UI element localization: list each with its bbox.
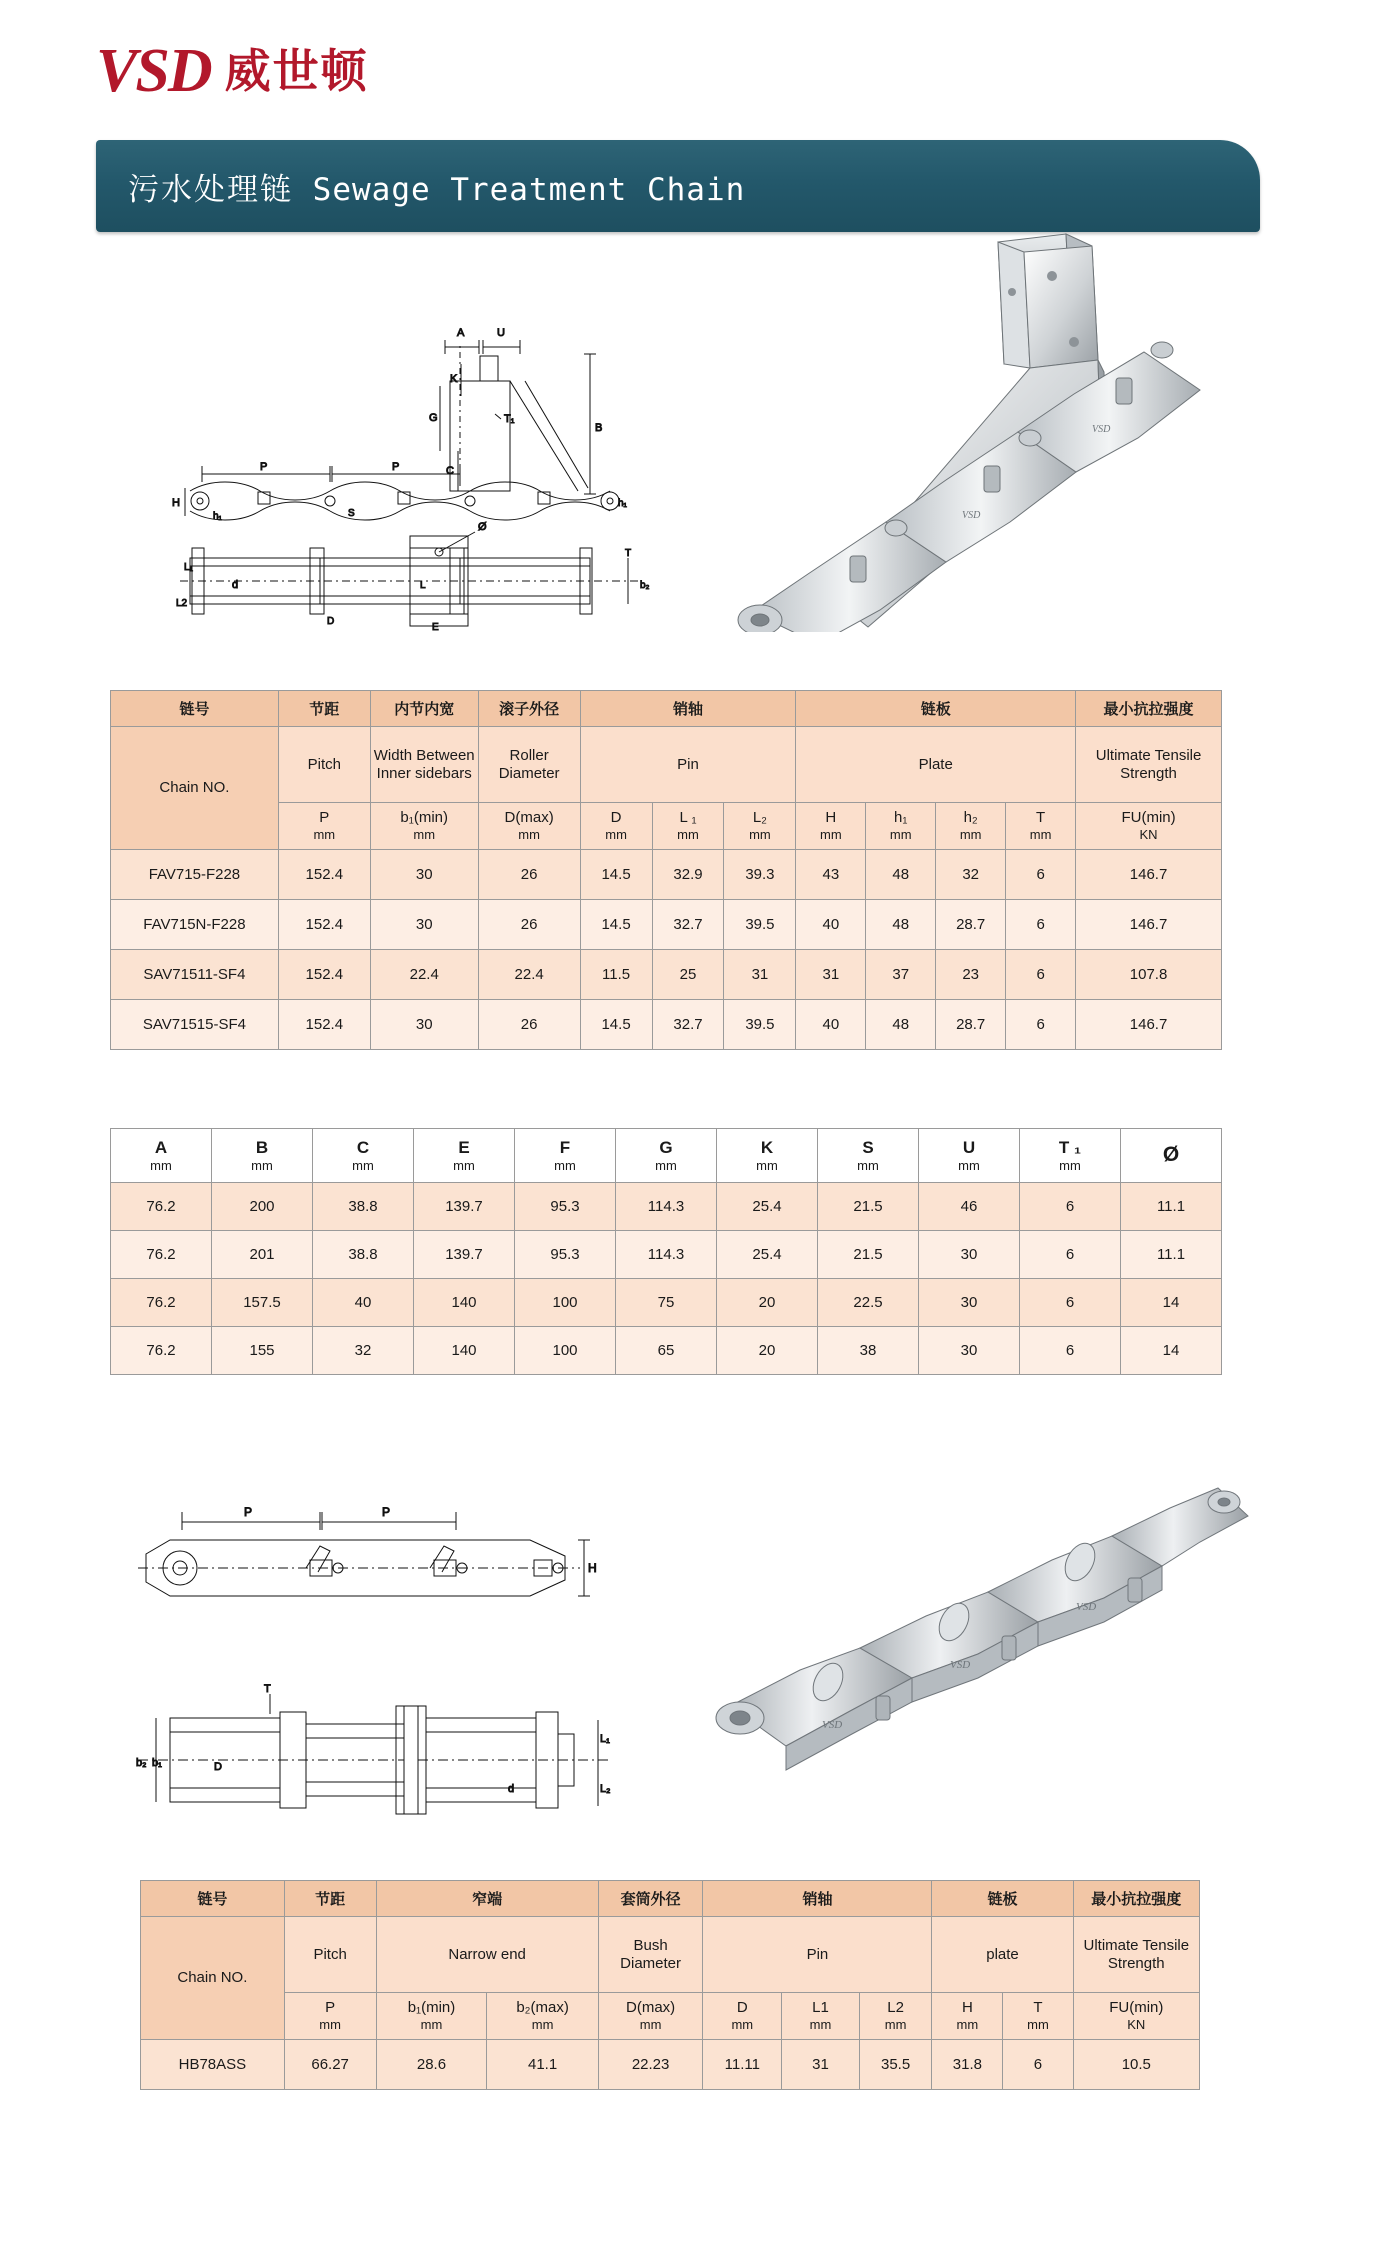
brand-logo	[96, 37, 369, 105]
t1-r0-c10: 146.7	[1076, 849, 1222, 899]
table-row	[111, 849, 1222, 899]
logo-chinese-text: 威世顿	[224, 45, 369, 97]
t1-r1-c8: 28.7	[936, 899, 1006, 949]
table1-header-cn-row	[111, 691, 1222, 727]
t1-r0-c0: 152.4	[278, 849, 370, 899]
t1-r1-c7: 48	[866, 899, 936, 949]
t1-r2-c10: 107.8	[1076, 949, 1222, 999]
t3-r0-c3: 22.23	[598, 2039, 703, 2089]
t1-h-innerwidth-cn: 内节内宽	[370, 691, 478, 727]
t1-r1-c1: 30	[370, 899, 478, 949]
t2-r2-c9: 6	[1020, 1279, 1121, 1327]
t1-r3-c0: 152.4	[278, 999, 370, 1049]
t2-r3-c4: 100	[515, 1327, 616, 1375]
t1-h-plate-en: Plate	[796, 727, 1076, 803]
t2-h-G: G mm	[616, 1129, 717, 1183]
t2-r1-c7: 21.5	[818, 1231, 919, 1279]
t1-r2-c3: 11.5	[580, 949, 652, 999]
svg-text:L₁: L₁	[184, 562, 193, 573]
t2-r3-c1: 155	[212, 1327, 313, 1375]
table-row	[111, 1279, 1222, 1327]
t1-r0-name: FAV715-F228	[111, 849, 279, 899]
t3-h-narrowend-en: Narrow end	[376, 1917, 598, 1993]
t3-r0-c9: 10.5	[1073, 2039, 1199, 2089]
t1-r0-c1: 30	[370, 849, 478, 899]
t1-r3-c3: 14.5	[580, 999, 652, 1049]
t2-r1-c9: 6	[1020, 1231, 1121, 1279]
t1-r1-c2: 26	[478, 899, 580, 949]
t1-sym-Dmax: D(max) mm	[478, 803, 580, 850]
svg-text:VSD: VSD	[822, 1719, 843, 1731]
table3-header-en-row	[141, 1917, 1200, 1993]
svg-text:P: P	[260, 461, 268, 473]
t2-h-T1: T ₁ mm	[1020, 1129, 1121, 1183]
svg-text:L₂: L₂	[600, 1783, 611, 1795]
t2-r1-c0: 76.2	[111, 1231, 212, 1279]
t2-r3-c2: 32	[313, 1327, 414, 1375]
svg-text:T₁: T₁	[504, 413, 515, 425]
t2-r3-c6: 20	[717, 1327, 818, 1375]
t2-r0-c5: 114.3	[616, 1183, 717, 1231]
t1-r2-c1: 22.4	[370, 949, 478, 999]
t1-r3-name: SAV71515-SF4	[111, 999, 279, 1049]
t2-h-B: B mm	[212, 1129, 313, 1183]
t1-r3-c2: 26	[478, 999, 580, 1049]
t3-h-plate-cn: 链板	[932, 1881, 1073, 1917]
t1-r3-c9: 6	[1006, 999, 1076, 1049]
svg-text:h₁: h₁	[618, 498, 627, 509]
logo-mark-text: VSD	[96, 37, 211, 105]
svg-text:L2: L2	[176, 598, 188, 609]
svg-text:T: T	[264, 1683, 271, 1695]
t2-r3-c9: 6	[1020, 1327, 1121, 1375]
t3-h-chainno-en: Chain NO.	[141, 1917, 285, 2040]
t1-r3-c1: 30	[370, 999, 478, 1049]
t1-sym-L1: L ₁ mm	[652, 803, 724, 850]
table-row	[111, 899, 1222, 949]
t1-sym-h2: h₂ mm	[936, 803, 1006, 850]
table3-header-symbol-row	[141, 1993, 1200, 2040]
t1-r0-c7: 48	[866, 849, 936, 899]
svg-text:E: E	[432, 622, 439, 633]
t2-r2-c7: 22.5	[818, 1279, 919, 1327]
spec-table-1	[110, 690, 1222, 1050]
t1-h-roller-cn: 滚子外径	[478, 691, 580, 727]
t1-r3-c10: 146.7	[1076, 999, 1222, 1049]
svg-text:A: A	[457, 327, 465, 339]
t2-r1-c6: 25.4	[717, 1231, 818, 1279]
t3-r0-name: HB78ASS	[141, 2039, 285, 2089]
t1-sym-D: D mm	[580, 803, 652, 850]
t1-r2-c5: 31	[724, 949, 796, 999]
t2-r3-c0: 76.2	[111, 1327, 212, 1375]
t1-h-chainno-cn: 链号	[111, 691, 279, 727]
t1-r0-c3: 14.5	[580, 849, 652, 899]
t3-sym-FU: FU(min) KN	[1073, 1993, 1199, 2040]
t3-h-pitch-cn: 节距	[284, 1881, 376, 1917]
svg-text:L: L	[420, 580, 426, 591]
t2-r3-c3: 140	[414, 1327, 515, 1375]
t2-h-S: S mm	[818, 1129, 919, 1183]
t1-r1-c4: 32.7	[652, 899, 724, 949]
dimension-table-2-wrapper	[110, 1128, 1222, 1375]
svg-text:VSD: VSD	[950, 1659, 971, 1671]
t3-h-narrowend-cn: 窄端	[376, 1881, 598, 1917]
table-row	[111, 1183, 1222, 1231]
t1-r0-c9: 6	[1006, 849, 1076, 899]
t3-h-strength-cn: 最小抗拉强度	[1073, 1881, 1199, 1917]
t1-sym-T: T mm	[1006, 803, 1076, 850]
t1-r2-c2: 22.4	[478, 949, 580, 999]
t3-h-bush-en: Bush Diameter	[598, 1917, 703, 1993]
t2-r2-c4: 100	[515, 1279, 616, 1327]
t1-r3-c8: 28.7	[936, 999, 1006, 1049]
t2-r2-c5: 75	[616, 1279, 717, 1327]
technical-drawing-bottom-2d	[110, 1470, 710, 1870]
t1-r0-c5: 39.3	[724, 849, 796, 899]
t2-r0-c9: 6	[1020, 1183, 1121, 1231]
t1-h-strength-cn: 最小抗拉强度	[1076, 691, 1222, 727]
table-row	[111, 1327, 1222, 1375]
t2-r3-c7: 38	[818, 1327, 919, 1375]
t1-r2-c4: 25	[652, 949, 724, 999]
table-row	[111, 999, 1222, 1049]
t2-r0-c8: 46	[919, 1183, 1020, 1231]
t1-r2-c0: 152.4	[278, 949, 370, 999]
t2-r2-c6: 20	[717, 1279, 818, 1327]
t3-r0-c0: 66.27	[284, 2039, 376, 2089]
t1-sym-h1: h₁ mm	[866, 803, 936, 850]
t2-r0-c1: 200	[212, 1183, 313, 1231]
t2-r0-c4: 95.3	[515, 1183, 616, 1231]
svg-text:P: P	[244, 1505, 253, 1519]
t2-h-diameter: Ø	[1121, 1129, 1222, 1183]
t2-h-A: A mm	[111, 1129, 212, 1183]
t2-r1-c3: 139.7	[414, 1231, 515, 1279]
t2-h-U: U mm	[919, 1129, 1020, 1183]
t1-h-pin-cn: 销轴	[580, 691, 796, 727]
t2-r3-c5: 65	[616, 1327, 717, 1375]
t1-r2-c8: 23	[936, 949, 1006, 999]
t2-r2-c3: 140	[414, 1279, 515, 1327]
t2-h-C: C mm	[313, 1129, 414, 1183]
t2-h-K: K mm	[717, 1129, 818, 1183]
t1-r3-c5: 39.5	[724, 999, 796, 1049]
t2-h-E: E mm	[414, 1129, 515, 1183]
t2-r1-c4: 95.3	[515, 1231, 616, 1279]
t1-r1-c5: 39.5	[724, 899, 796, 949]
t3-sym-b1: b₁(min) mm	[376, 1993, 487, 2040]
t2-r2-c0: 76.2	[111, 1279, 212, 1327]
svg-text:d: d	[232, 579, 239, 591]
table-row	[111, 1231, 1222, 1279]
t1-r2-c7: 37	[866, 949, 936, 999]
t2-r2-c2: 40	[313, 1279, 414, 1327]
t1-h-pin-en: Pin	[580, 727, 796, 803]
t1-sym-H: H mm	[796, 803, 866, 850]
t1-sym-P: P mm	[278, 803, 370, 850]
svg-text:VSD: VSD	[1092, 424, 1111, 435]
t1-r0-c4: 32.9	[652, 849, 724, 899]
t2-r0-c2: 38.8	[313, 1183, 414, 1231]
t1-h-strength-en: Ultimate Tensile Strength	[1076, 727, 1222, 803]
svg-text:d: d	[508, 1783, 515, 1795]
t3-r0-c2: 41.1	[487, 2039, 598, 2089]
t1-h-roller-en: Roller Diameter	[478, 727, 580, 803]
technical-drawing-top-2d	[80, 236, 700, 636]
table-row	[141, 2039, 1200, 2089]
t3-r0-c6: 35.5	[859, 2039, 932, 2089]
t2-r1-c2: 38.8	[313, 1231, 414, 1279]
t2-r1-c5: 114.3	[616, 1231, 717, 1279]
t1-r3-c6: 40	[796, 999, 866, 1049]
t1-r1-c0: 152.4	[278, 899, 370, 949]
svg-text:D: D	[327, 616, 335, 627]
svg-text:D: D	[214, 1761, 222, 1773]
t3-r0-c1: 28.6	[376, 2039, 487, 2089]
svg-text:P: P	[382, 1505, 391, 1519]
t2-r0-c10: 11.1	[1121, 1183, 1222, 1231]
page-title-cn: 污水处理链	[128, 171, 293, 207]
t1-r0-c2: 26	[478, 849, 580, 899]
t3-r0-c7: 31.8	[932, 2039, 1003, 2089]
t1-h-pitch-en: Pitch	[278, 727, 370, 803]
table3-header-cn-row	[141, 1881, 1200, 1917]
t2-r3-c10: 14	[1121, 1327, 1222, 1375]
t3-sym-b2: b₂(max) mm	[487, 1993, 598, 2040]
svg-text:Ø: Ø	[478, 521, 487, 533]
svg-text:C: C	[446, 465, 454, 477]
t3-r0-c5: 31	[782, 2039, 860, 2089]
svg-text:S: S	[348, 508, 355, 519]
t1-sym-FU: FU(min) KN	[1076, 803, 1222, 850]
spec-table-3-wrapper	[140, 1880, 1200, 2090]
t3-r0-c4: 11.11	[703, 2039, 782, 2089]
t1-sym-b1: b₁(min) mm	[370, 803, 478, 850]
svg-text:G: G	[429, 412, 438, 424]
svg-text:b₂: b₂	[136, 1757, 147, 1769]
table2-header-row	[111, 1129, 1222, 1183]
t2-r1-c8: 30	[919, 1231, 1020, 1279]
t3-h-chainno-cn: 链号	[141, 1881, 285, 1917]
svg-text:K: K	[450, 373, 458, 385]
t1-h-innerwidth-en: Width Between Inner sidebars	[370, 727, 478, 803]
t3-h-plate-en: plate	[932, 1917, 1073, 1993]
t1-r1-c10: 146.7	[1076, 899, 1222, 949]
svg-text:T: T	[625, 548, 632, 559]
page-title	[128, 164, 745, 209]
t3-sym-P: P mm	[284, 1993, 376, 2040]
svg-text:P: P	[392, 461, 400, 473]
t3-sym-D: D mm	[703, 1993, 782, 2040]
table-row	[111, 949, 1222, 999]
t3-sym-T: T mm	[1003, 1993, 1073, 2040]
t1-r1-c3: 14.5	[580, 899, 652, 949]
t1-sym-L2: L₂ mm	[724, 803, 796, 850]
t1-h-pitch-cn: 节距	[278, 691, 370, 727]
t2-r0-c7: 21.5	[818, 1183, 919, 1231]
t1-h-chainno-en: Chain NO.	[111, 727, 279, 850]
t2-r1-c1: 201	[212, 1231, 313, 1279]
svg-text:VSD: VSD	[1076, 1601, 1097, 1613]
t3-h-pin-en: Pin	[703, 1917, 932, 1993]
svg-text:U: U	[497, 327, 505, 339]
t2-r0-c3: 139.7	[414, 1183, 515, 1231]
t2-r3-c8: 30	[919, 1327, 1020, 1375]
t1-r1-name: FAV715N-F228	[111, 899, 279, 949]
product-render-roller-chain	[700, 1470, 1260, 1810]
table1-header-en-row	[111, 727, 1222, 803]
t3-h-pitch-en: Pitch	[284, 1917, 376, 1993]
t2-r0-c6: 25.4	[717, 1183, 818, 1231]
svg-text:b₁: b₁	[152, 1757, 162, 1769]
page-title-banner	[96, 140, 1260, 232]
t3-sym-H: H mm	[932, 1993, 1003, 2040]
t2-r2-c10: 14	[1121, 1279, 1222, 1327]
t3-sym-L2: L2 mm	[859, 1993, 932, 2040]
t3-h-strength-en: Ultimate Tensile Strength	[1073, 1917, 1199, 1993]
t3-sym-L1: L1 mm	[782, 1993, 860, 2040]
t2-r1-c10: 11.1	[1121, 1231, 1222, 1279]
svg-text:b₂: b₂	[640, 580, 650, 591]
dimension-table-2	[110, 1128, 1222, 1375]
svg-text:H: H	[588, 1561, 597, 1575]
t1-h-plate-cn: 链板	[796, 691, 1076, 727]
svg-text:H: H	[172, 497, 180, 509]
t2-r2-c8: 30	[919, 1279, 1020, 1327]
t2-r2-c1: 157.5	[212, 1279, 313, 1327]
t2-r0-c0: 76.2	[111, 1183, 212, 1231]
svg-text:L₁: L₁	[600, 1733, 610, 1745]
t1-r0-c6: 43	[796, 849, 866, 899]
t3-sym-Dmax: D(max) mm	[598, 1993, 703, 2040]
t1-r2-name: SAV71511-SF4	[111, 949, 279, 999]
page-title-en: Sewage Treatment Chain	[312, 171, 746, 208]
spec-table-1-wrapper	[110, 690, 1222, 1050]
t1-r2-c6: 31	[796, 949, 866, 999]
t3-h-pin-cn: 销轴	[703, 1881, 932, 1917]
svg-text:B: B	[595, 422, 603, 434]
svg-text:h₁: h₁	[213, 511, 222, 522]
t1-r2-c9: 6	[1006, 949, 1076, 999]
t1-r1-c9: 6	[1006, 899, 1076, 949]
t1-r3-c7: 48	[866, 999, 936, 1049]
svg-text:VSD: VSD	[962, 510, 981, 521]
t1-r0-c8: 32	[936, 849, 1006, 899]
t2-h-F: F mm	[515, 1129, 616, 1183]
t1-r1-c6: 40	[796, 899, 866, 949]
t3-h-bush-cn: 套筒外径	[598, 1881, 703, 1917]
spec-table-3	[140, 1880, 1200, 2090]
t1-r3-c4: 32.7	[652, 999, 724, 1049]
t3-r0-c8: 6	[1003, 2039, 1073, 2089]
product-render-attachment-chain	[700, 232, 1240, 632]
